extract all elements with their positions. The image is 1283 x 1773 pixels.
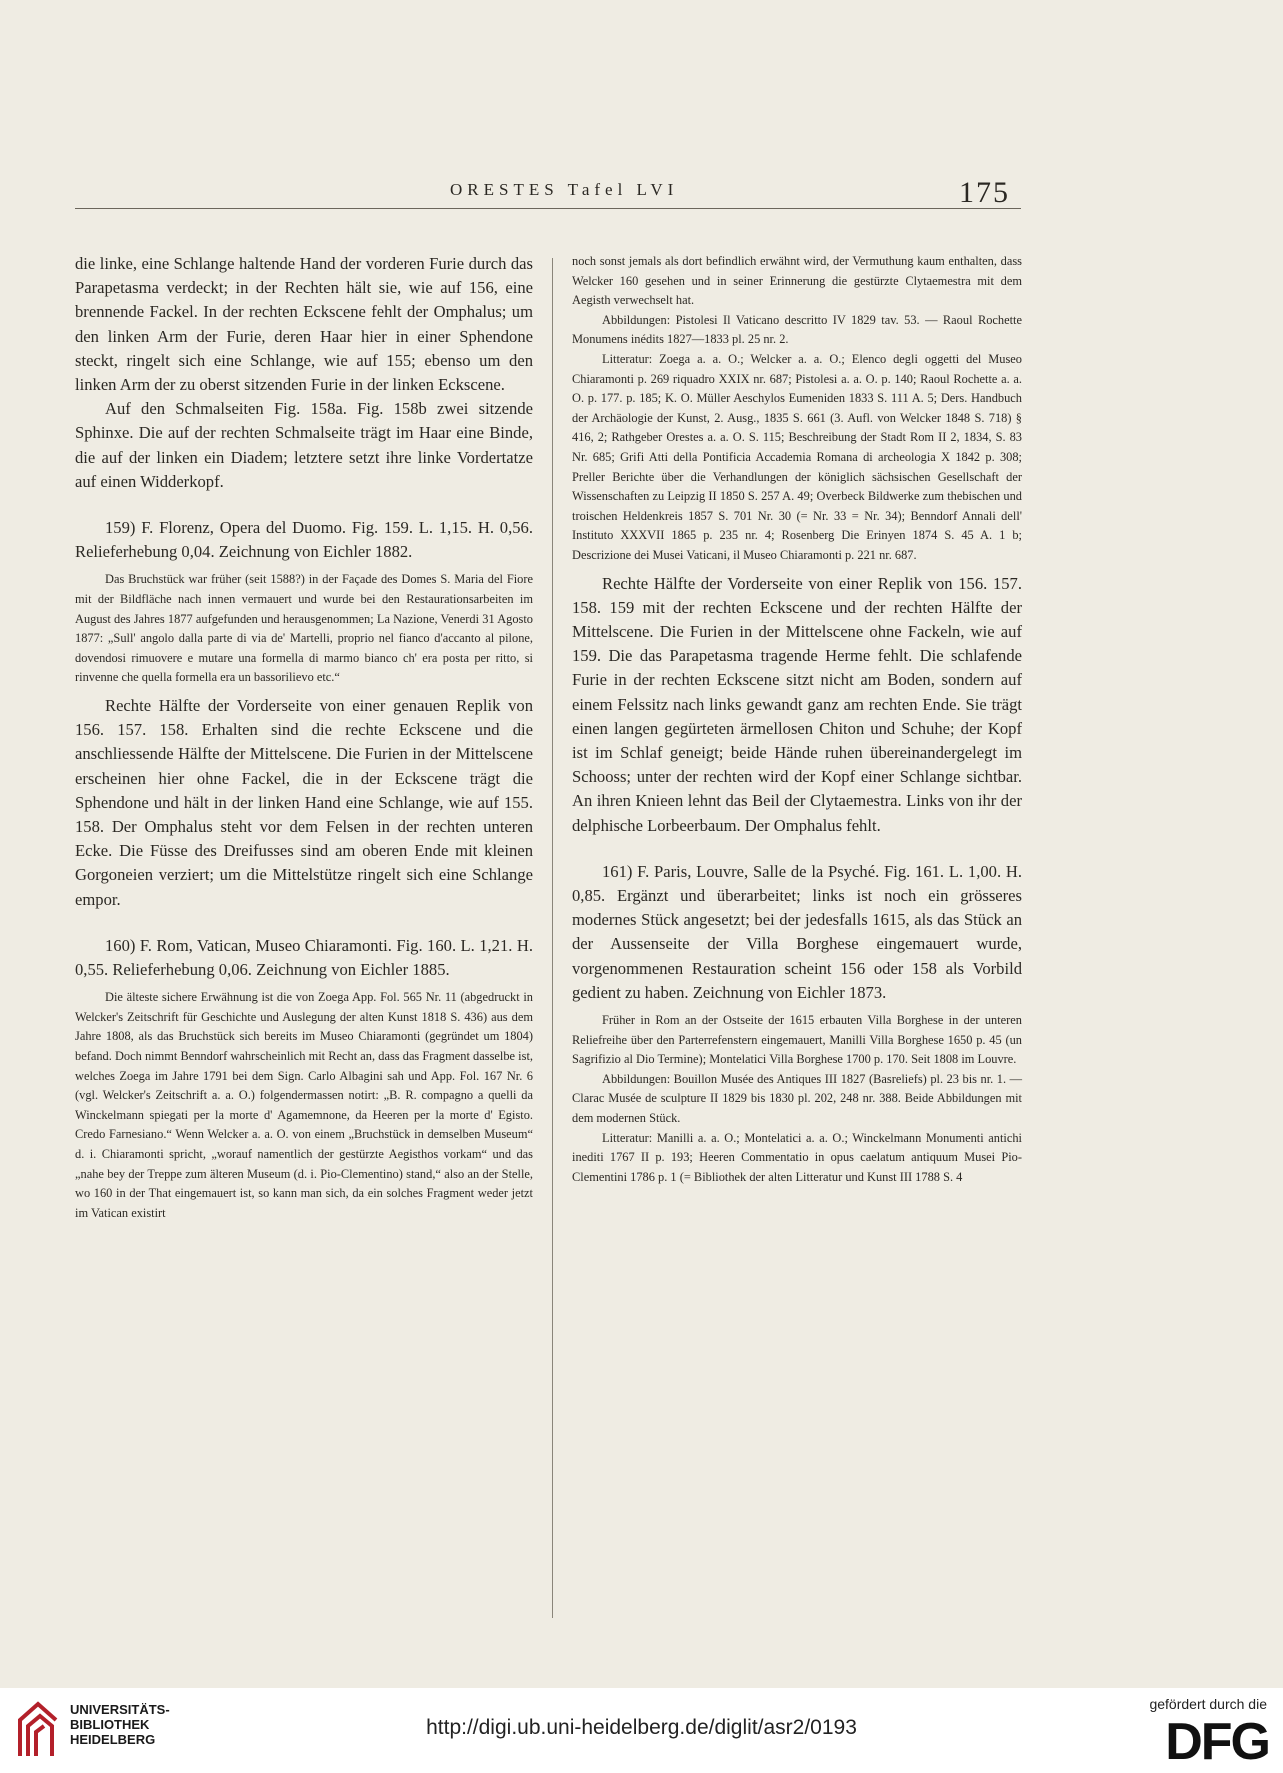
left-paragraph: Das Bruchstück war früher (seit 1588?) in der Façade des Domes S. Maria del Fiore mit der Bildfläche nach innen vermauert und wurde bei den Restaurationsarbeiten im August des Jahres 1877 aufgefunden und herausgenommen; La Nazione, Venerdi 31 Agosto 1877: „Sull' angolo dalla parte di via de' Martelli, proprio nel fianco d'accanto al pilone, dovendosi rimuovere e mutare una formella di marmo bianco ch' era posta per ritto, si rinvenne che quella formella era un bassorilievo etc.“ bbox=[75, 572, 533, 685]
left-paragraph: Rechte Hälfte der Vorderseite von einer genauen Replik von 156. 157. 158. Erhalten sind die rechte Eckscene und die anschliessende Hälfte der Mittelscene. Die Furien in der Mittelscene erscheinen hier ohne Fackel, die in der Eckscene trägt die Sphendone und hält in der linken Hand eine Schlange, wie auf 155. 158. Der Omphalus steht vor dem Felsen in der rechten unteren Ecke. Die Füsse des Dreifusses sind am oberen Ende mit kleinen Gorgoneien verziert; um die Mittelstütze ringelt sich eine Schlange empor. bbox=[75, 696, 533, 909]
left-paragraph: Die älteste sichere Erwähnung ist die von Zoega App. Fol. 565 Nr. 11 (abgedruckt in Welcker's Zeitschrift für Geschichte und Auslegung der alten Kunst 1818 S. 436) aus dem Jahre 1808, als das Bruchstück sich bereits im Museo Chiaramonti (gegründet um 1804) befand. Doch nimmt Benndorf wahrscheinlich mit Recht an, dass das Fragment dasselbe ist, welches Zoega im Jahre 1791 bei dem Sign. Carlo Albagini sah und App. Fol. 167 Nr. 6 (vgl. Welcker's Zeitschrift a. a. O.) folgendermassen notirt: „B. R. compagno a quelli da Winckelmann spiegati per la morte d' Agamemnone, da Heeren per la morte d' Egisto. Credo Farnesiano.“ Wenn Welcker a. a. O. von einem „Bruchstück in demselben Museum“ d. i. Chiaramonti spricht, „worauf namentlich der gestürzte Aegisthos vorkam“ und das „nahe bey der Treppe zum älteren Museum (d. i. Pio-Clementino) stand,“ also an der Stelle, wo 160 in der That eingemauert ist, so kann man sich, da ein solches Fragment weder jetzt im Vatican existirt bbox=[75, 990, 533, 1220]
left-paragraph: 160) F. Rom, Vatican, Museo Chiaramonti. Fig. 160. L. 1,21. H. 0,55. Relieferhebung 0,06. Zeichnung von Eichler 1885. bbox=[75, 935, 533, 980]
digitization-footer bbox=[0, 1688, 1283, 1773]
header-rule bbox=[75, 208, 1021, 209]
right-paragraph: Abbildungen: Pistolesi Il Vaticano descritto IV 1829 tav. 53. — Raoul Rochette Monumens inédits 1827—1833 pl. 25 nr. 2. bbox=[572, 312, 1022, 347]
right-paragraph: Litteratur: Manilli a. a. O.; Montelatici a. a. O.; Winckelmann Monumenti antichi inediti 1767 II p. 193; Heeren Commentatio in opus caelatum antiquum Musei Pio-Clementini 1786 p. 1 (= Bibliothek der alten Litteratur und Kunst III 1788 S. 4 bbox=[572, 1130, 1022, 1184]
left-paragraph: 159) F. Florenz, Opera del Duomo. Fig. 159. L. 1,15. H. 0,56. Relieferhebung 0,04. Zeichnung von Eichler 1882. bbox=[75, 518, 533, 562]
right-paragraph: Früher in Rom an der Ostseite der 1615 erbauten Villa Borghese in der unteren Reliefreihe über den Parterrefenstern eingemauert, Manilli Villa Borghese 1650 p. 45 (un Sagrifizio al Dio Termine); Montelatici Villa Borghese 1700 p. 170. Seit 1808 im Louvre. bbox=[572, 1012, 1022, 1067]
page-number: 175 bbox=[959, 176, 1010, 209]
right-column bbox=[572, 252, 1022, 1187]
funded-by-label: gefördert durch die bbox=[1149, 1696, 1267, 1712]
right-paragraph: Litteratur: Zoega a. a. O.; Welcker a. a. O.; Elenco degli oggetti del Museo Chiaramonti p. 269 riquadro XXIX nr. 687; Pistolesi a. a. O. p. 140; Raoul Rochette a. a. O. p. 177. p. 185; K. O. Müller Aeschylos Eumeniden 1833 S. 111 A. 5; Ders. Handbuch der Archäologie der Kunst, 2. Ausg., 1835 S. 661 (3. Aufl. von Welcker 1848 S. 718) § 416, 2; Rathgeber Orestes a. a. O. S. 115; Beschreibung der Stadt Rom II 2, 1834, S. 83 Nr. 685; Grifi Atti della Pontificia Accademia Romana di archeologia X 1842 p. 308; Preller Berichte über die Verhandlungen der königlich sächsischen Gesellschaft der Wissenschaften zu Leipzig II 1850 S. 257 A. 49; Overbeck Bildwerke zum thebischen und troischen Heldenkreis 1857 S. 701 Nr. 30 (= Nr. 33 = Nr. 34); Benndorf Annali dell' Instituto XXXVII 1865 p. 235 nr. 4; Rosenberg Die Erinyen 1874 S. 45 A. 1 b; Descrizione dei Musei Vaticani, il Museo Chiaramonti p. 221 nr. 687. bbox=[572, 351, 1022, 562]
dfg-logo: DFG bbox=[1165, 1713, 1269, 1771]
permalink-url[interactable]: http://digi.ub.uni-heidelberg.de/diglit/asr2/0193 bbox=[426, 1716, 857, 1739]
right-paragraph: 161) F. Paris, Louvre, Salle de la Psyché. Fig. 161. L. 1,00. H. 0,85. Ergänzt und überarbeitet; links ist noch ein grösseres modernes Stück angesetzt; bei der jedesfalls 1615, als das Stück an der Aussenseite der Villa Borghese eingemauert wurde, vorgenommenen Restauration scheint 156 oder 158 als Vorbild gedient zu haben. Zeichnung von Eichler 1873. bbox=[572, 861, 1022, 1002]
library-line: HEIDELBERG bbox=[70, 1732, 156, 1747]
library-line: BIBLIOTHEK bbox=[70, 1717, 150, 1732]
left-paragraph: die linke, eine Schlange haltende Hand der vorderen Furie durch das Parapetasma verdeckt; in der Rechten hält sie, wie auf 156, eine brennende Fackel. In der rechten Eckscene fehlt der Omphalus; um den linken Arm der Furie, deren Haar hier in einer Sphendone steckt, ringelt sich eine Schlange, wie auf 155; ebenso um den linken Arm der zu oberst sitzenden Furie in der linken Eckscene. bbox=[75, 254, 533, 395]
column-divider bbox=[552, 258, 553, 1618]
left-paragraph: Auf den Schmalseiten Fig. 158a. Fig. 158b zwei sitzende Sphinxe. Die auf der rechten Schmalseite trägt im Haar eine Binde, die auf der linken ein Diadem; letztere setzt ihre linke Vordertatze auf einen Widderkopf. bbox=[75, 399, 533, 491]
right-paragraph: Abbildungen: Bouillon Musée des Antiques III 1827 (Basreliefs) pl. 23 bis nr. 1. — Clarac Musée de sculpture II 1829 bis 1830 pl. 202, 248 nr. 388. Beide Abbildungen mit dem modernen Stück. bbox=[572, 1071, 1022, 1125]
right-paragraph: Rechte Hälfte der Vorderseite von einer Replik von 156. 157. 158. 159 mit der rechten Eckscene und der rechten Hälfte der Mittelscene. Die Furien in der Mittelscene ohne Fackeln, wie auf 159. Die das Parapetasma tragende Herme fehlt. Die schlafende Furie in der rechten Eckscene sitzt nicht am Boden, sondern auf einem Felssitz nach links gewandt ganz am rechten Ende. Sie trägt einen langen gegürteten ärmellosen Chiton und Schuhe; der Kopf ist im Schlaf geneigt; beide Hände ruhen übereinandergelegt im Schooss; unter der rechten wird der Kopf einer Schlange sichtbar. An ihren Knieen lehnt das Beil der Clytaemestra. Links von ihr der delphische Lorbeerbaum. Der Omphalus fehlt. bbox=[572, 573, 1022, 835]
running-title: ORESTES Tafel LVI bbox=[450, 180, 679, 199]
right-paragraph: noch sonst jemals als dort befindlich erwähnt wird, der Vermuthung kaum enthalten, dass Welcker 160 gesehen und in seiner Erinnerung die gestürzte Clytaemestra mit dem Aegisth verwechselt hat. bbox=[572, 254, 1022, 308]
library-line: UNIVERSITÄTS- bbox=[70, 1702, 170, 1717]
running-head bbox=[450, 176, 1010, 216]
left-column bbox=[75, 252, 533, 1223]
